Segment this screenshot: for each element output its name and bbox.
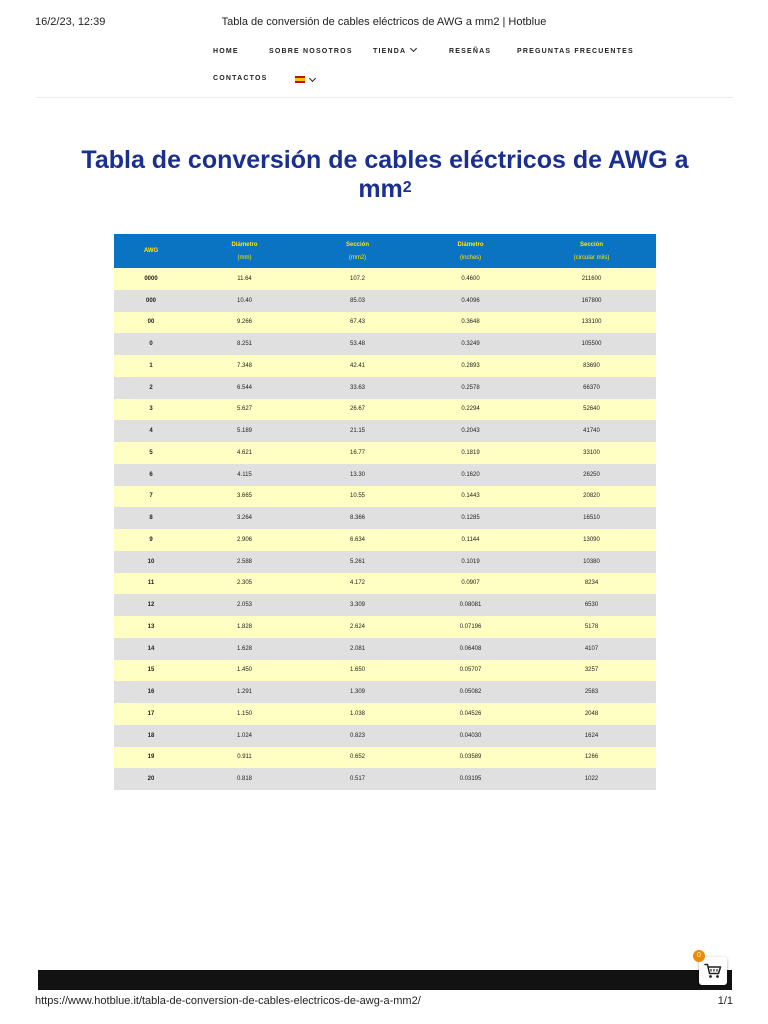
table-cell-diametro-inches: 0.3648 bbox=[414, 312, 527, 334]
table-cell-seccion-circular-mils: 33100 bbox=[527, 442, 656, 464]
table-cell-seccion-mm2: 26.67 bbox=[301, 399, 414, 421]
table-row bbox=[114, 551, 656, 573]
table-cell-diametro-inches: 0.2893 bbox=[414, 355, 527, 377]
table-cell-diametro-mm: 1.024 bbox=[188, 725, 301, 747]
table-row bbox=[114, 660, 656, 682]
table-cell-diametro-mm: 9.266 bbox=[188, 312, 301, 334]
table-cell-seccion-mm2: 6.634 bbox=[301, 529, 414, 551]
table-cell-seccion-circular-mils: 2583 bbox=[527, 681, 656, 703]
table-cell-seccion-circular-mils: 2048 bbox=[527, 703, 656, 725]
table-cell-seccion-circular-mils: 3257 bbox=[527, 660, 656, 682]
table-cell-diametro-inches: 0.2578 bbox=[414, 377, 527, 399]
table-cell-seccion-circular-mils: 41740 bbox=[527, 420, 656, 442]
table-cell-seccion-mm2: 3.309 bbox=[301, 594, 414, 616]
table-row bbox=[114, 486, 656, 508]
table-row bbox=[114, 616, 656, 638]
table-cell-seccion-mm2: 42.41 bbox=[301, 355, 414, 377]
awg-conversion-table bbox=[114, 234, 656, 790]
table-cell-diametro-inches: 0.04526 bbox=[414, 703, 527, 725]
table-cell-diametro-mm: 0.818 bbox=[188, 768, 301, 790]
column-header-diametro-inches: Diámetro (inches) bbox=[414, 234, 527, 268]
table-cell-diametro-mm: 2.906 bbox=[188, 529, 301, 551]
table-cell-seccion-circular-mils: 16510 bbox=[527, 507, 656, 529]
table-cell-diametro-inches: 0.1285 bbox=[414, 507, 527, 529]
table-cell-awg: 12 bbox=[114, 594, 188, 616]
nav-item-contactos[interactable]: CONTACTOS bbox=[213, 75, 268, 82]
table-cell-seccion-mm2: 21.15 bbox=[301, 420, 414, 442]
table-cell-seccion-mm2: 2.624 bbox=[301, 616, 414, 638]
print-datetime: 16/2/23, 12:39 bbox=[35, 16, 106, 28]
table-cell-seccion-mm2: 85.03 bbox=[301, 290, 414, 312]
table-cell-seccion-circular-mils: 4107 bbox=[527, 638, 656, 660]
table-cell-awg: 14 bbox=[114, 638, 188, 660]
table-cell-diametro-mm: 5.189 bbox=[188, 420, 301, 442]
table-body bbox=[114, 268, 656, 790]
table-row bbox=[114, 355, 656, 377]
table-cell-diametro-mm: 1.450 bbox=[188, 660, 301, 682]
table-cell-seccion-circular-mils: 20820 bbox=[527, 486, 656, 508]
table-cell-seccion-mm2: 13.30 bbox=[301, 464, 414, 486]
table-cell-seccion-mm2: 4.172 bbox=[301, 573, 414, 595]
table-cell-seccion-circular-mils: 8234 bbox=[527, 573, 656, 595]
table-row bbox=[114, 529, 656, 551]
table-cell-diametro-mm: 1.628 bbox=[188, 638, 301, 660]
column-header-seccion-circular-mils: Sección (circular mils) bbox=[527, 234, 656, 268]
table-cell-seccion-circular-mils: 52640 bbox=[527, 399, 656, 421]
table-cell-awg: 13 bbox=[114, 616, 188, 638]
table-cell-diametro-inches: 0.06408 bbox=[414, 638, 527, 660]
cart-count-badge: 0 bbox=[693, 950, 705, 962]
table-cell-diametro-mm: 5.627 bbox=[188, 399, 301, 421]
table-cell-diametro-mm: 4.115 bbox=[188, 464, 301, 486]
table-cell-awg: 00 bbox=[114, 312, 188, 334]
print-url: https://www.hotblue.it/tabla-de-conversion-de-cables-electricos-de-awg-a-mm2/ bbox=[35, 995, 421, 1007]
table-row bbox=[114, 681, 656, 703]
table-cell-awg: 16 bbox=[114, 681, 188, 703]
table-row bbox=[114, 268, 656, 290]
column-header-diametro-mm: Diámetro (mm) bbox=[188, 234, 301, 268]
table-cell-diametro-inches: 0.1019 bbox=[414, 551, 527, 573]
print-document-title: Tabla de conversión de cables eléctricos de AWG a mm2 | Hotblue bbox=[221, 16, 547, 28]
nav-item-preguntas-frecuentes[interactable]: PREGUNTAS FRECUENTES bbox=[517, 48, 634, 55]
table-cell-diametro-mm: 8.251 bbox=[188, 333, 301, 355]
nav-item-tienda[interactable] bbox=[373, 48, 416, 55]
table-cell-diametro-inches: 0.1819 bbox=[414, 442, 527, 464]
table-row bbox=[114, 377, 656, 399]
table-cell-diametro-inches: 0.04030 bbox=[414, 725, 527, 747]
print-header bbox=[0, 16, 768, 32]
table-row bbox=[114, 290, 656, 312]
table-cell-diametro-mm: 1.291 bbox=[188, 681, 301, 703]
table-row bbox=[114, 507, 656, 529]
table-cell-seccion-mm2: 1.038 bbox=[301, 703, 414, 725]
table-cell-diametro-inches: 0.05082 bbox=[414, 681, 527, 703]
table-cell-diametro-inches: 0.4600 bbox=[414, 268, 527, 290]
print-page-count: 1/1 bbox=[717, 995, 733, 1007]
table-cell-seccion-circular-mils: 6530 bbox=[527, 594, 656, 616]
column-header-seccion-mm2: Sección (mm2) bbox=[301, 234, 414, 268]
table-cell-awg: 000 bbox=[114, 290, 188, 312]
table-row bbox=[114, 725, 656, 747]
table-cell-awg: 10 bbox=[114, 551, 188, 573]
table-cell-seccion-mm2: 67.43 bbox=[301, 312, 414, 334]
table-cell-awg: 19 bbox=[114, 747, 188, 769]
table-cell-seccion-circular-mils: 105500 bbox=[527, 333, 656, 355]
table-cell-awg: 8 bbox=[114, 507, 188, 529]
table-row bbox=[114, 638, 656, 660]
table-cell-diametro-inches: 0.07196 bbox=[414, 616, 527, 638]
table-cell-diametro-mm: 6.544 bbox=[188, 377, 301, 399]
table-cell-diametro-mm: 3.264 bbox=[188, 507, 301, 529]
spain-flag-icon[interactable] bbox=[295, 76, 305, 83]
table-row bbox=[114, 747, 656, 769]
table-cell-seccion-mm2: 0.652 bbox=[301, 747, 414, 769]
table-cell-diametro-inches: 0.03195 bbox=[414, 768, 527, 790]
table-cell-diametro-mm: 2.053 bbox=[188, 594, 301, 616]
table-row bbox=[114, 442, 656, 464]
table-row bbox=[114, 399, 656, 421]
table-cell-seccion-mm2: 0.823 bbox=[301, 725, 414, 747]
table-cell-seccion-circular-mils: 83690 bbox=[527, 355, 656, 377]
table-cell-seccion-circular-mils: 1022 bbox=[527, 768, 656, 790]
table-cell-awg: 6 bbox=[114, 464, 188, 486]
table-header-row bbox=[114, 234, 656, 268]
page-title bbox=[60, 146, 710, 207]
shopping-cart-icon bbox=[704, 963, 722, 979]
table-row bbox=[114, 420, 656, 442]
cart-button[interactable] bbox=[697, 952, 727, 985]
table-cell-diametro-inches: 0.05707 bbox=[414, 660, 527, 682]
table-cell-diametro-mm: 7.348 bbox=[188, 355, 301, 377]
table-cell-seccion-circular-mils: 10380 bbox=[527, 551, 656, 573]
chevron-down-icon bbox=[410, 45, 417, 52]
table-cell-seccion-mm2: 107.2 bbox=[301, 268, 414, 290]
page-title-text: Tabla de conversión de cables eléctricos de AWG a mm bbox=[81, 146, 689, 203]
table-cell-diametro-mm: 10.40 bbox=[188, 290, 301, 312]
nav-item-resenas[interactable]: RESEÑAS bbox=[449, 48, 492, 55]
page-title-superscript: 2 bbox=[402, 179, 412, 196]
table-cell-seccion-mm2: 0.517 bbox=[301, 768, 414, 790]
table-cell-awg: 15 bbox=[114, 660, 188, 682]
table-cell-seccion-mm2: 16.77 bbox=[301, 442, 414, 464]
table-cell-diametro-inches: 0.2043 bbox=[414, 420, 527, 442]
table-cell-awg: 3 bbox=[114, 399, 188, 421]
nav-item-tienda-label: TIENDA bbox=[373, 48, 407, 55]
table-cell-seccion-circular-mils: 1266 bbox=[527, 747, 656, 769]
table-cell-diametro-mm: 3.665 bbox=[188, 486, 301, 508]
table-cell-awg: 9 bbox=[114, 529, 188, 551]
table-cell-seccion-circular-mils: 167800 bbox=[527, 290, 656, 312]
language-chevron-down-icon[interactable] bbox=[309, 75, 316, 82]
table-row bbox=[114, 573, 656, 595]
table-cell-seccion-circular-mils: 13090 bbox=[527, 529, 656, 551]
table-cell-seccion-mm2: 8.366 bbox=[301, 507, 414, 529]
table-row bbox=[114, 312, 656, 334]
nav-item-home[interactable]: HOME bbox=[213, 48, 239, 55]
table-row bbox=[114, 768, 656, 790]
table-cell-seccion-circular-mils: 26250 bbox=[527, 464, 656, 486]
table-cell-awg: 18 bbox=[114, 725, 188, 747]
table-cell-diametro-mm: 1.828 bbox=[188, 616, 301, 638]
table-cell-diametro-inches: 0.0907 bbox=[414, 573, 527, 595]
table-cell-diametro-inches: 0.03589 bbox=[414, 747, 527, 769]
table-cell-awg: 0 bbox=[114, 333, 188, 355]
table-cell-awg: 5 bbox=[114, 442, 188, 464]
column-header-awg: AWG bbox=[114, 234, 188, 268]
table-cell-seccion-mm2: 10.55 bbox=[301, 486, 414, 508]
table-cell-diametro-mm: 2.588 bbox=[188, 551, 301, 573]
table-cell-awg: 11 bbox=[114, 573, 188, 595]
table-cell-awg: 0000 bbox=[114, 268, 188, 290]
table-row bbox=[114, 464, 656, 486]
print-footer bbox=[0, 995, 768, 1009]
table-cell-diametro-inches: 0.1620 bbox=[414, 464, 527, 486]
table-cell-seccion-mm2: 33.63 bbox=[301, 377, 414, 399]
table-cell-seccion-circular-mils: 66370 bbox=[527, 377, 656, 399]
table-cell-diametro-inches: 0.1443 bbox=[414, 486, 527, 508]
table-cell-awg: 7 bbox=[114, 486, 188, 508]
table-cell-awg: 1 bbox=[114, 355, 188, 377]
table-cell-awg: 20 bbox=[114, 768, 188, 790]
table-cell-diametro-inches: 0.08081 bbox=[414, 594, 527, 616]
table-cell-seccion-mm2: 1.650 bbox=[301, 660, 414, 682]
table-cell-awg: 2 bbox=[114, 377, 188, 399]
table-cell-diametro-mm: 4.621 bbox=[188, 442, 301, 464]
table-cell-seccion-circular-mils: 211600 bbox=[527, 268, 656, 290]
table-cell-seccion-mm2: 53.48 bbox=[301, 333, 414, 355]
main-navigation bbox=[36, 42, 733, 98]
table-cell-diametro-mm: 0.911 bbox=[188, 747, 301, 769]
table-row bbox=[114, 703, 656, 725]
table-cell-diametro-inches: 0.3249 bbox=[414, 333, 527, 355]
table-row bbox=[114, 594, 656, 616]
table-cell-diametro-inches: 0.2294 bbox=[414, 399, 527, 421]
table-cell-diametro-mm: 1.150 bbox=[188, 703, 301, 725]
footer-bar bbox=[38, 970, 732, 990]
table-cell-awg: 17 bbox=[114, 703, 188, 725]
table-cell-diametro-inches: 0.4096 bbox=[414, 290, 527, 312]
table-row bbox=[114, 333, 656, 355]
table-cell-seccion-mm2: 2.081 bbox=[301, 638, 414, 660]
table-cell-awg: 4 bbox=[114, 420, 188, 442]
table-cell-seccion-circular-mils: 5178 bbox=[527, 616, 656, 638]
table-cell-seccion-circular-mils: 133100 bbox=[527, 312, 656, 334]
table-cell-seccion-mm2: 1.309 bbox=[301, 681, 414, 703]
table-cell-diametro-inches: 0.1144 bbox=[414, 529, 527, 551]
table-cell-diametro-mm: 11.64 bbox=[188, 268, 301, 290]
table-cell-diametro-mm: 2.305 bbox=[188, 573, 301, 595]
table-cell-seccion-circular-mils: 1624 bbox=[527, 725, 656, 747]
nav-item-sobre-nosotros[interactable]: SOBRE NOSOTROS bbox=[269, 48, 353, 55]
table-cell-seccion-mm2: 5.261 bbox=[301, 551, 414, 573]
